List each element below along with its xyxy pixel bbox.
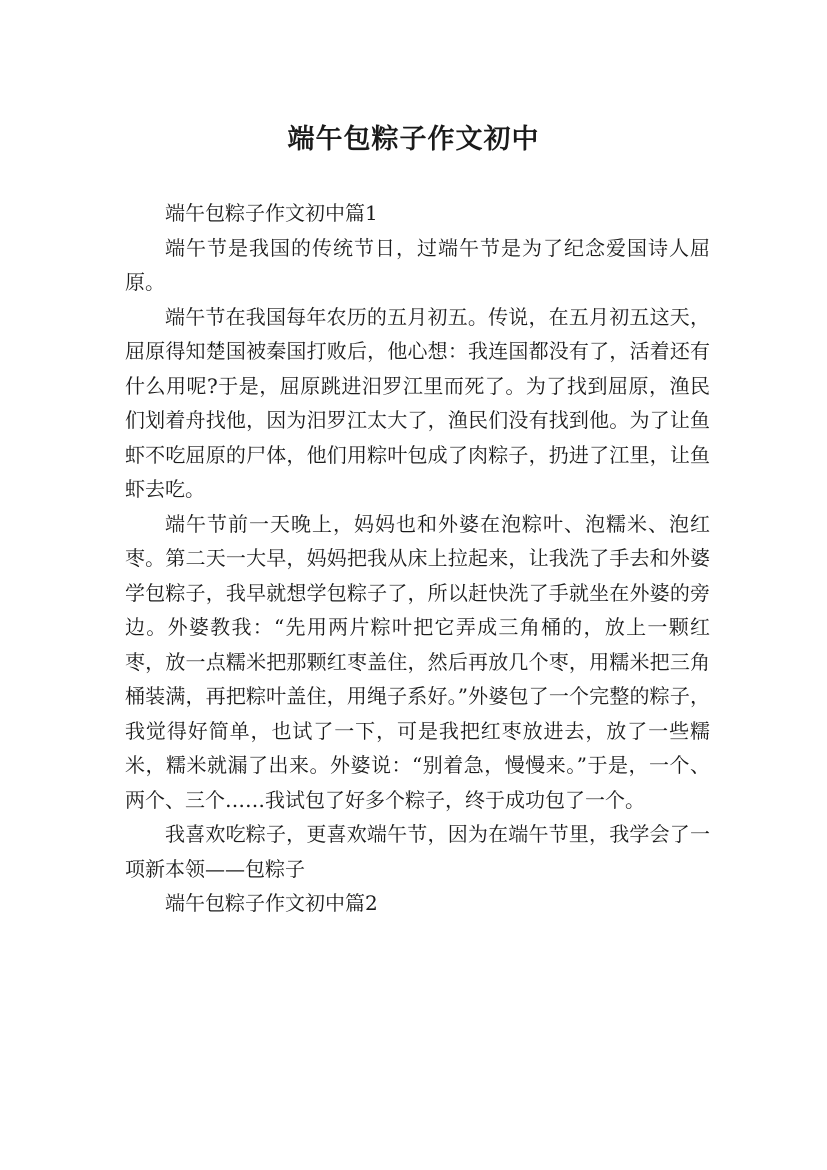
paragraph-legend: 端午节在我国每年农历的五月初五。传说，在五月初五这天，屈原得知楚国被秦国打败后，他心想：我连国都没有了，活着还有什么用呢?于是，屈原跳进汨罗江里而死了。为了找到屈原，渔民们划着舟找他，因为汨罗江太大了，渔民们没有找到他。为了让鱼虾不吃屈原的尸体，他们用粽叶包成了肉粽子，扔进了江里，让鱼虾去吃。 [125, 304, 710, 501]
paragraph-intro: 端午节是我国的传统节日，过端午节是为了纪念爱国诗人屈原。 [125, 235, 710, 294]
document-title: 端午包粽子作文初中 [287, 124, 540, 156]
section-heading-2: 端午包粽子作文初中篇2 [165, 891, 378, 915]
paragraph-making-zongzi: 端午节前一天晚上，妈妈也和外婆在泡粽叶、泡糯米、泡红枣。第二天一大早，妈妈把我从床上拉起来，让我洗了手去和外婆学包粽子，我早就想学包粽子了，所以赶快洗了手就坐在外婆的旁边。外婆教我：“先用两片粽叶把它弄成三角桶的，放上一颗红枣，放一点糯米把那颗红枣盖住，然后再放几个枣，用糯米把三角桶装满，再把粽叶盖住，用绳子系好。”外婆包了一个完整的粽子，我觉得好简单，也试了一下，可是我把红枣放进去，放了一些糯米，糯米就漏了出来。外婆说：“别着急，慢慢来。”于是，一个、两个、三个……我试包了好多个粽子，终于成功包了一个。 [125, 511, 710, 812]
document-body [125, 196, 710, 921]
paragraph-conclusion: 我喜欢吃粽子，更喜欢端午节，因为在端午节里，我学会了一项新本领——包粽子 [125, 822, 710, 881]
section-heading-1: 端午包粽子作文初中篇1 [165, 201, 378, 225]
